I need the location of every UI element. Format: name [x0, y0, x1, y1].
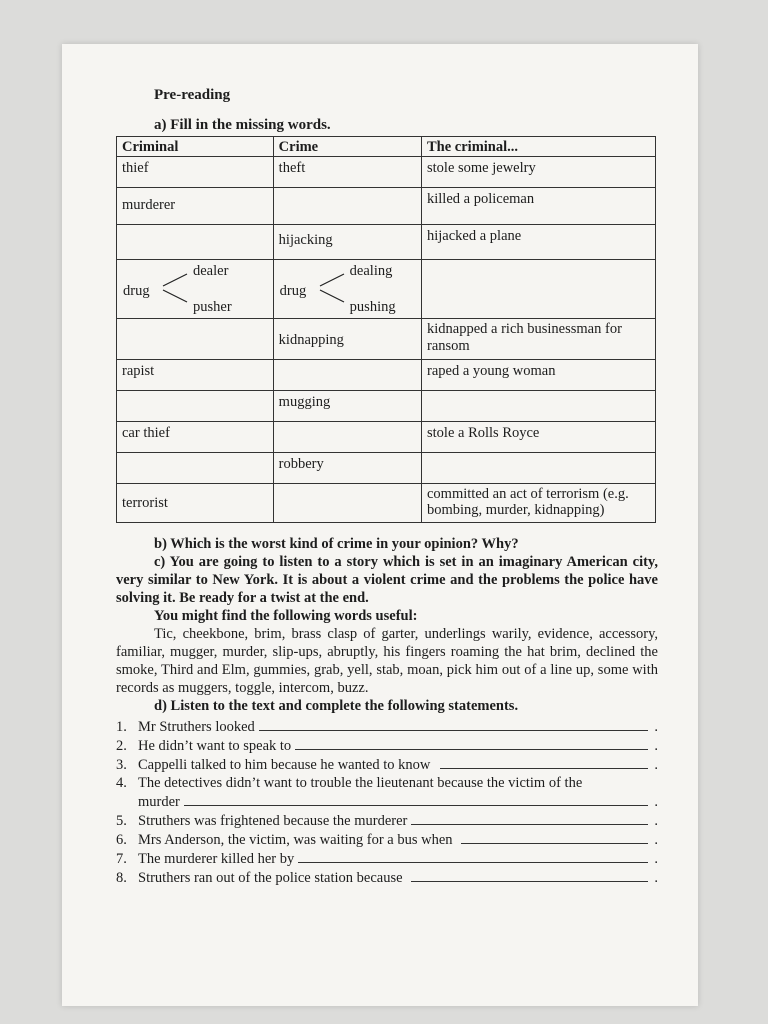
description-cell: [422, 391, 656, 422]
statement-number: 8.: [116, 870, 127, 886]
statement-item: 2. He didn’t want to speak to .: [116, 738, 658, 754]
useful-words-list: Tic, cheekbone, brim, brass clasp of garter, underlings warily, evidence, accessory, familiar, mugger, murder, slip-ups, abruptly, his fingers roaming the hat brim, declined the smoke, Third and Elm, gummies, grab, yell, stab, moan, pick him out of a line up, some with records as muggers, toggle, intercom, buzz.: [116, 626, 658, 696]
answer-blank[interactable]: [298, 849, 648, 863]
statement-item: 7. The murderer killed her by .: [116, 851, 658, 867]
criminal-cell: [117, 453, 274, 484]
crime-cell-drug: [273, 260, 421, 319]
table-row: [117, 157, 656, 188]
statement-number: 1.: [116, 719, 127, 735]
table-row: [117, 422, 656, 453]
description-cell: raped a young woman: [422, 360, 656, 391]
crime-cell: [273, 360, 421, 391]
branch-lines: [161, 266, 191, 308]
criminal-cell: thief: [117, 157, 274, 188]
column-header: Criminal: [117, 137, 274, 157]
statement-item: 5. Struthers was frightened because the murderer .: [116, 813, 658, 829]
statement-text: Struthers was frightened because the murderer: [138, 813, 408, 829]
description-cell: stole some jewelry: [422, 157, 656, 188]
statement-continuation: murder: [138, 794, 180, 810]
answer-blank[interactable]: [184, 792, 648, 806]
table-row: [117, 360, 656, 391]
worksheet-content: [116, 86, 658, 887]
crime-cell: hijacking: [273, 225, 421, 260]
answer-blank[interactable]: [411, 811, 648, 825]
drug-dealer-word: dealer: [193, 263, 229, 279]
answer-blank[interactable]: [440, 755, 648, 769]
part-c-instructions: c) You are going to listen to a story which is set in an imaginary American city, very similar to New York. It is about a violent crime and the problems the police have solving it. Be ready for a twist at the end.: [116, 554, 658, 606]
part-d-heading: d) Listen to the text and complete the following statements.: [154, 698, 519, 714]
table-header-row: [117, 137, 656, 157]
description-cell: committed an act of terrorism (e.g. bombing, murder, kidnapping): [422, 484, 656, 523]
table-row: [117, 391, 656, 422]
description-cell: stole a Rolls Royce: [422, 422, 656, 453]
drug-dealing-word: dealing: [349, 263, 393, 279]
statement-number: 5.: [116, 813, 127, 829]
statements-list: [116, 717, 658, 887]
answer-blank[interactable]: [259, 717, 648, 731]
crime-cell: [273, 188, 421, 225]
column-header: Crime: [273, 137, 421, 157]
statement-item: 6. Mrs Anderson, the victim, was waiting for a bus when .: [116, 832, 658, 848]
statement-number: 4.: [116, 775, 127, 791]
crime-cell: mugging: [273, 391, 421, 422]
description-cell: [422, 453, 656, 484]
statement-item: 1. Mr Struthers looked .: [116, 719, 658, 735]
crime-table: [116, 136, 656, 523]
table-row: [117, 484, 656, 523]
statement-text: The murderer killed her by: [138, 851, 295, 867]
criminal-cell: [117, 319, 274, 360]
drug-word: drug: [279, 283, 307, 299]
part-b-question: b) Which is the worst kind of crime in your opinion? Why?: [154, 536, 519, 552]
table-row: [117, 319, 656, 360]
statement-number: 6.: [116, 832, 127, 848]
crime-cell: theft: [273, 157, 421, 188]
drug-pusher-word: pusher: [193, 299, 232, 315]
branch-lines: [318, 266, 348, 308]
table-row: [117, 188, 656, 225]
drug-pushing-word: pushing: [349, 299, 396, 315]
statement-text: Mr Struthers looked: [138, 719, 255, 735]
criminal-cell: car thief: [117, 422, 274, 453]
criminal-cell: murderer: [117, 188, 274, 225]
crime-cell: kidnapping: [273, 319, 421, 360]
criminal-cell: [117, 391, 274, 422]
section-title: Pre-reading: [154, 87, 231, 103]
statement-text: The detectives didn’t want to trouble the lieutenant because the victim of the: [138, 775, 583, 791]
answer-blank[interactable]: [411, 868, 648, 882]
description-cell: kidnapped a rich businessman for ransom: [422, 319, 656, 360]
crime-cell: robbery: [273, 453, 421, 484]
description-cell: [422, 260, 656, 319]
description-cell: hijacked a plane: [422, 225, 656, 260]
table-row: [117, 453, 656, 484]
statement-number: 7.: [116, 851, 127, 867]
drug-word: drug: [123, 283, 150, 299]
statement-number: 2.: [116, 738, 127, 754]
statement-number: 3.: [116, 757, 127, 773]
table-row: [117, 260, 656, 319]
answer-blank[interactable]: [295, 736, 648, 750]
criminal-cell: rapist: [117, 360, 274, 391]
crime-cell: [273, 422, 421, 453]
criminal-cell-drug: [117, 260, 274, 319]
statement-text: Cappelli talked to him because he wanted to know: [138, 757, 431, 773]
column-header: The criminal...: [422, 137, 656, 157]
criminal-cell: [117, 225, 274, 260]
statement-text: Struthers ran out of the police station because: [138, 870, 403, 886]
statement-item: 8. Struthers ran out of the police station because .: [116, 870, 658, 886]
criminal-cell: terrorist: [117, 484, 274, 523]
description-cell: killed a policeman: [422, 188, 656, 225]
statement-item: 4. The detectives didn’t want to trouble the lieutenant because the victim of the murder .: [116, 775, 658, 810]
crime-cell: [273, 484, 421, 523]
useful-words-heading: You might find the following words useful:: [154, 608, 418, 624]
statement-text: Mrs Anderson, the victim, was waiting for a bus when: [138, 832, 453, 848]
part-a-heading: a) Fill in the missing words.: [154, 117, 331, 133]
answer-blank[interactable]: [461, 830, 648, 844]
statement-text: He didn’t want to speak to: [138, 738, 292, 754]
statement-item: 3. Cappelli talked to him because he wanted to know .: [116, 757, 658, 773]
table-row: [117, 225, 656, 260]
